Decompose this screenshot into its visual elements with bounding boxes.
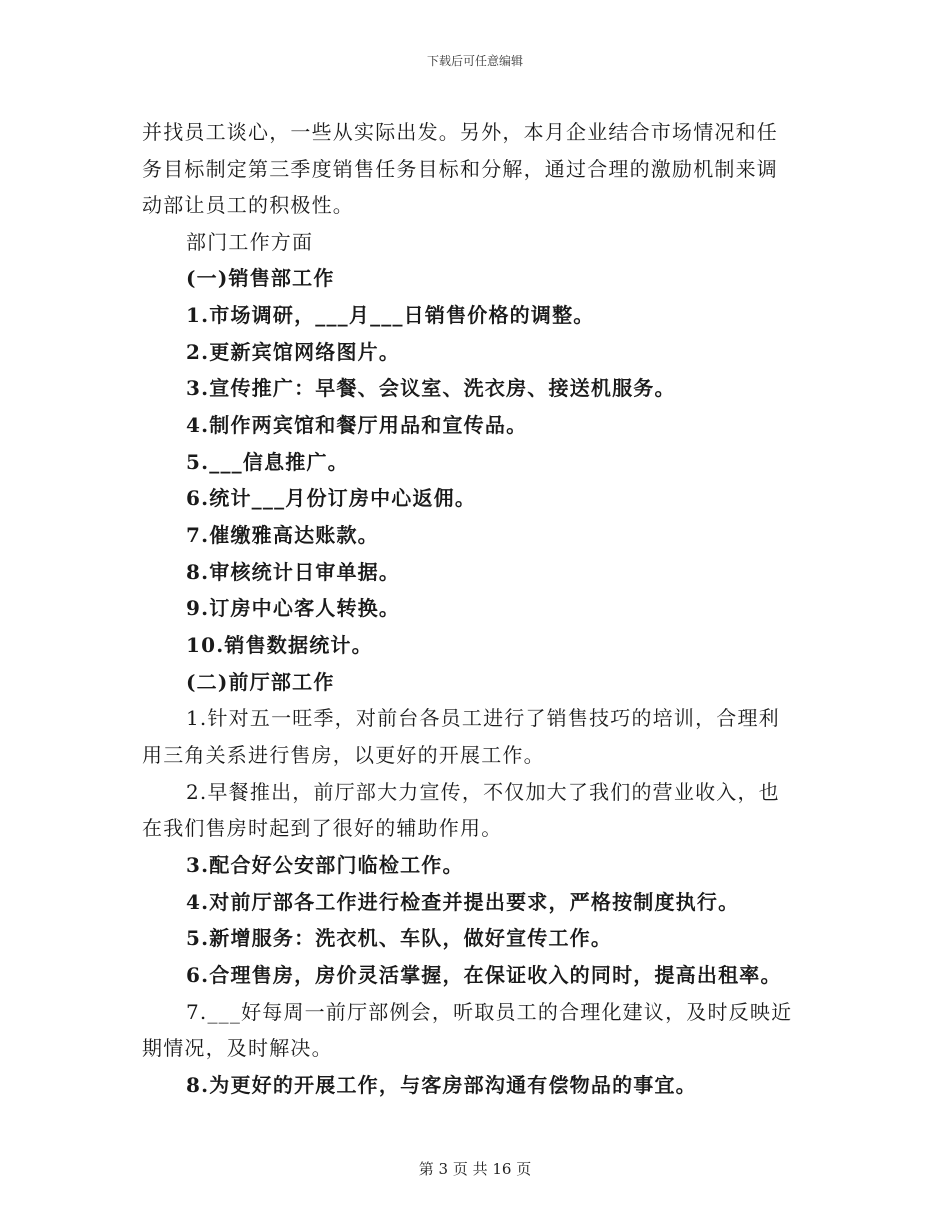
list-item: 2.更新宾馆网络图片。 <box>186 340 401 364</box>
paragraph-line: 期情况，及时解决。 <box>142 1036 333 1060</box>
list-item: 1.市场调研，___月___日销售价格的调整。 <box>186 303 595 327</box>
subsection-heading: (一)销售部工作 <box>186 266 335 290</box>
list-item: 6.合理售房，房价灵活掌握，在保证收入的同时，提高出租率。 <box>186 963 782 987</box>
paragraph-line: 在我们售房时起到了很好的辅助作用。 <box>142 816 503 840</box>
list-item: 3.配合好公安部门临检工作。 <box>186 853 464 877</box>
paragraph-line: 2.早餐推出，前厅部大力宣传，不仅加大了我们的营业收入，也 <box>186 780 780 804</box>
list-item: 9.订房中心客人转换。 <box>186 596 401 620</box>
paragraph-line: 1.针对五一旺季，对前台各员工进行了销售技巧的培训，合理利 <box>186 706 780 730</box>
list-item: 6.统计___月份订房中心返佣。 <box>186 486 477 510</box>
section-heading: 部门工作方面 <box>186 230 314 254</box>
list-item: 10.销售数据统计。 <box>186 633 373 657</box>
list-item: 4.制作两宾馆和餐厅用品和宣传品。 <box>186 413 528 437</box>
subsection-heading: (二)前厅部工作 <box>186 670 335 694</box>
list-item: 3.宣传推广：早餐、会议室、洗衣房、接送机服务。 <box>186 376 676 400</box>
list-item: 5.新增服务：洗衣机、车队，做好宣传工作。 <box>186 926 613 950</box>
list-item: 5.___信息推广。 <box>186 450 349 474</box>
list-item: 7.催缴雅高达账款。 <box>186 523 379 547</box>
page-header: 下载后可任意编辑 <box>426 54 523 68</box>
page-footer: 第 3 页 共 16 页 <box>418 1160 532 1178</box>
list-item: 8.为更好的开展工作，与客房部沟通有偿物品的事宜。 <box>186 1073 697 1097</box>
paragraph-line: 动部让员工的积极性。 <box>142 193 354 217</box>
paragraph-line: 并找员工谈心，一些从实际出发。另外，本月企业结合市场情况和任 <box>142 120 778 144</box>
paragraph-line: 务目标制定第三季度销售任务目标和分解，通过合理的激励机制来调 <box>142 157 778 181</box>
list-item: 4.对前厅部各工作进行检查并提出要求，严格按制度执行。 <box>186 890 740 914</box>
paragraph-line: 用三角关系进行售房，以更好的开展工作。 <box>142 743 545 767</box>
list-item: 8.审核统计日审单据。 <box>186 560 401 584</box>
paragraph-line: 7.___好每周一前厅部例会，听取员工的合理化建议，及时反映近 <box>186 1000 793 1024</box>
